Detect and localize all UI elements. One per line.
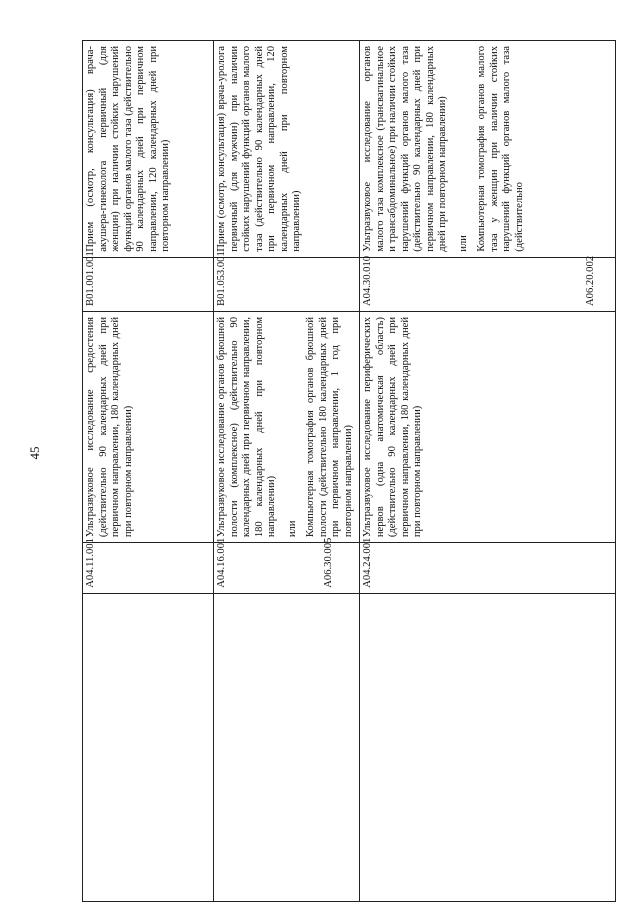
consult-code: A06.20.002 [584,255,596,306]
empty-cell [360,593,616,901]
or-label: или [286,520,298,538]
table-row [83,41,214,902]
service-code: A04.16.001 [216,537,227,588]
consult-description-cell [360,41,616,258]
consult-code: A04.30.010 [362,255,373,306]
table-row [360,41,616,902]
consult-description: Прием (осмотр, консультация) врача-акушера-гинеколога первичный (для женщин) при наличии стойких нарушений функций органов малого таза (действительно 90 календарных дней при первичном направлении, 120 календарных дней при повторном направлении) [83,41,214,258]
service-description-cell [214,311,360,542]
consult-code: B01.053.001 [214,257,360,311]
empty-cell [214,593,360,901]
service-description: Компьютерная томография органов брюшной полости (действительно 180 календарных дней при первичном направлении, 1 год при повторном направлении) [305,316,354,538]
consult-code-cell [360,257,616,311]
service-code: A04.11.001 [83,543,214,594]
spacer [375,263,585,306]
empty-cell [83,593,214,901]
service-description: Ультразвуковое исследование периферических нервов (одна анатомическая область) (действительно 90 календарных дней при первичном направлении, 180 календарных дней при повторном направлении) [360,311,616,542]
services-table [82,40,616,902]
or-label: или [457,235,469,252]
rotated-table-area [82,40,616,902]
spacer [229,548,323,588]
consult-description: Прием (осмотр, консультация) врача-уролога первичный (для мужчин) при наличии стойких нарушений функций органов малого таза (действительно 90 календарных дней при первичном направлении, 120 календарных дней при повторном направлении) [214,41,360,258]
consult-code: B01.001.001 [83,257,214,311]
service-description: Ультразвуковое исследование органов брюшной полости (комплексное) (действительно 90 календарных дней при первичном направлении, 180 календарных дней при повторном направлении) [216,316,277,538]
table-row [214,41,360,902]
page-number: 45 [27,446,42,460]
service-code-cell [214,537,360,594]
consult-description: Ультразвуковое исследование органов малого таза комплексное (трансвагинальное и трансабдоминальное) при наличии стойких нарушений функций органов малого таза (действительно 90 календарных дней при первичном направлении, 180 календарных дней при повторном направлении) [362,46,448,252]
service-code: A04.24.001 [360,543,616,594]
service-description: Ультразвуковое исследование средостения (действительно 90 календарных дней при первичном направлении, 180 календарных дней при повторном направлении) [83,311,214,542]
consult-description: Компьютерная томография органов малого таза у женщин при наличии стойких нарушений функций органов малого таза (действительно [476,46,525,252]
service-code: A06.30.005 [322,537,334,588]
